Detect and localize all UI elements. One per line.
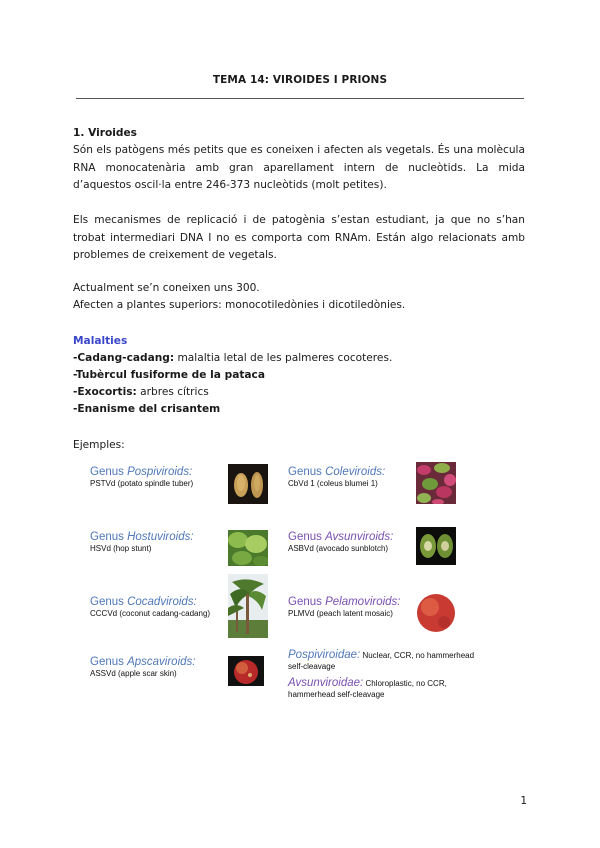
section-heading-viroides: 1. Viroides [73,127,137,139]
example-pospiviroids: Genus Pospiviroids: PSTVd (potato spindle tuber) [90,466,194,488]
example-cocadviroids: Genus Cocadviroids: CCCVd (coconut cadang-cadang) [90,596,211,618]
diseases-heading: Malalties [73,335,128,347]
disease-desc: malaltia letal de les palmeres cocoteres. [174,352,393,364]
example-hostuviroids: Genus Hostuviroids: HSVd (hop stunt) [90,531,194,553]
peach-image [414,590,458,634]
potato-tuber-image [228,464,268,504]
example-apscaviroids: Genus Apscaviroids: ASSVd (apple scar skin) [90,656,196,678]
disease-name: -Cadang-cadang: [73,352,175,364]
paragraph-mechanisms: Els mecanismes de replicació i de patogènia s’estan estudiant, ja que no s’han trobat intermediari DNA I no es comporta com RNAm. Están algo relacionats amb problemes de creixement de vegetals. [73,214,525,262]
paragraph-plants: Afecten a plantes superiors: monocotiledònies i dicotiledònies. [73,299,406,311]
apple-image [228,656,264,686]
coconut-palm-image [228,574,268,638]
example-pelamoviroids: Genus Pelamoviroids: PLMVd (peach latent mosaic) [288,596,401,618]
family-pospiviroidae: Pospiviroidae: Nuclear, CCR, no hammerhead self-cleavage [288,649,475,671]
disease-item [73,350,525,368]
paragraph-intro: Són els patògens més petits que es coneixen i afecten als vegetals. És una molècula RNA monocatenària amb gran aparellament intern de nucleòtids. La mida d’aquestos oscil·la entre 246-373 nucleòtids (molt petites). [73,144,525,192]
disease-item [73,401,525,419]
disease-item [73,384,525,402]
page-title: TEMA 14: VIROIDES I PRIONS [212,74,388,86]
examples-label: Ejemples: [73,439,125,451]
disease-name: -Tubèrcul fusiforme de la pataca [73,369,265,381]
paragraph-count: Actualment se’n coneixen uns 300. [73,282,260,294]
hop-leaf-image [228,530,268,566]
disease-desc: arbres cítrics [136,386,209,398]
disease-name: -Exocortis: [73,386,137,398]
example-coleviroids: Genus Coleviroids: CbVd 1 (coleus blumei 1) [288,466,386,488]
example-avsunviroids: Genus Avsunviroids: ASBVd (avocado sunblotch) [288,531,394,553]
coleus-plant-image [416,462,456,504]
disease-item [73,367,525,385]
title-divider [76,98,524,99]
page-number: 1 [520,795,527,807]
avocado-image [416,527,456,565]
family-avsunviroidae: Avsunviroidae: Chloroplastic, no CCR, hammerhead self-cleavage [288,677,447,699]
disease-name: -Enanisme del crisantem [73,403,221,415]
